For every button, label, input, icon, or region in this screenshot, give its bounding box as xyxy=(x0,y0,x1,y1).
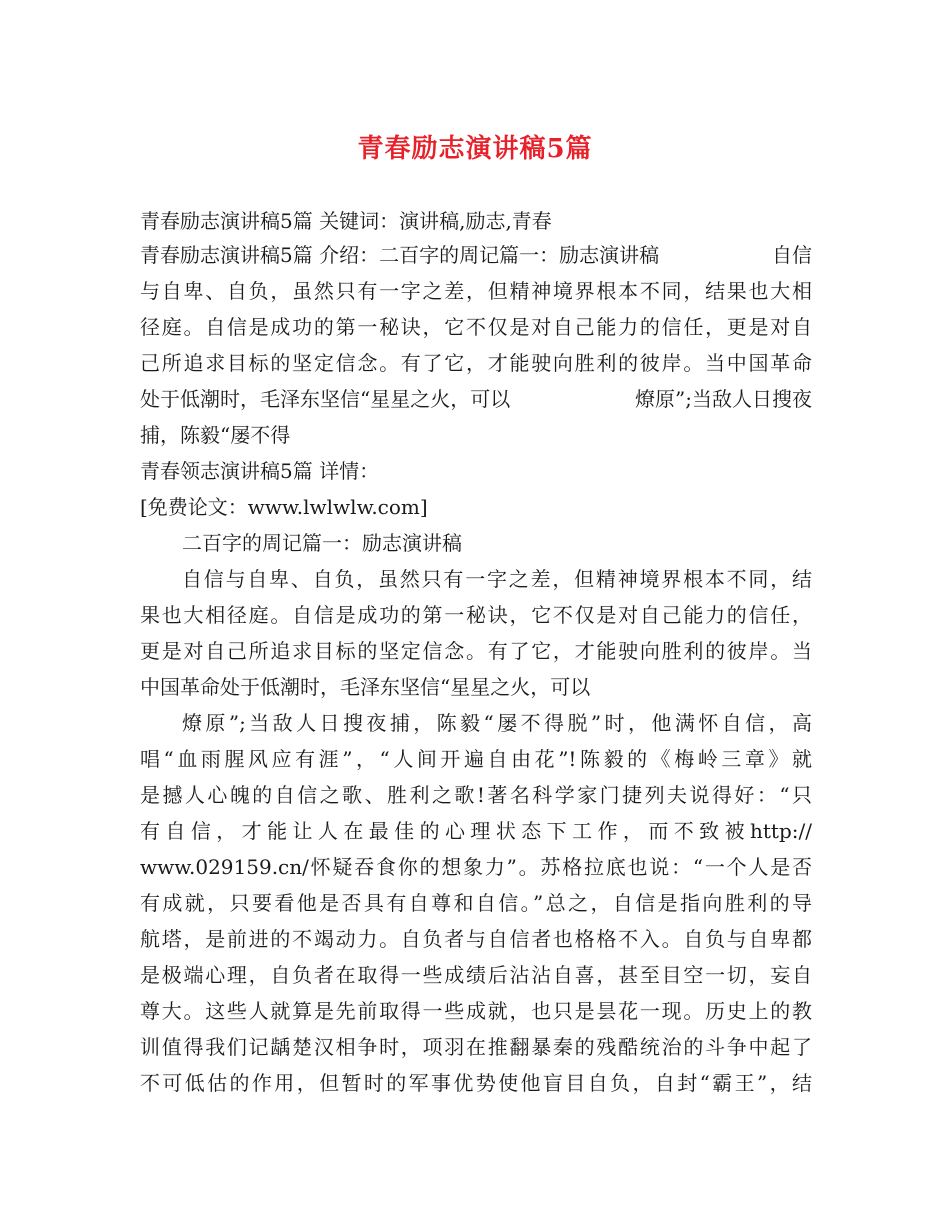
para2-line-1: 燎原”;当敌人日搜夜捕，陈毅“屡不得脱”时，他满怀自信，高 xyxy=(182,711,812,735)
intro-line-4: 己所追求目标的坚定信念。有了它，才能驶向胜利的彼岸。当中国革命 xyxy=(140,351,812,375)
para2-line-6: 有成就，只要看他是否具有自尊和自信。”总之，自信是指向胜利的导 xyxy=(140,891,812,915)
para2-line-8: 是极端心理，自负者在取得一些成绩后沾沾自喜，甚至目空一切，妄自 xyxy=(140,963,812,987)
intro-line-2: 与自卑、自负，虽然只有一字之差，但精神境界根本不同，结果也大相 xyxy=(140,279,812,303)
para2-line-3: 是撼人心魄的自信之歌、胜利之歌!著名科学家门捷列夫说得好：“只 xyxy=(140,783,812,807)
intro-line-6: 捕，陈毅“屡不得 xyxy=(140,423,291,447)
para1-line-1: 自信与自卑、自负，虽然只有一字之差，但精神境界根本不同，结 xyxy=(182,567,812,591)
para1-line-2: 果也大相径庭。自信是成功的第一秘诀，它不仅是对自己能力的信任， xyxy=(140,603,812,627)
intro-line-1-left: 青春励志演讲稿5篇 介绍：二百字的周记篇一：励志演讲稿 xyxy=(140,243,660,267)
para2-line-11: 不可低估的作用，但暂时的军事优势使他盲目自负，自封“霸王”，结 xyxy=(140,1071,812,1095)
intro-line-1-right: 自信 xyxy=(772,243,812,267)
keywords-line: 青春励志演讲稿5篇 关键词：演讲稿,励志,青春 xyxy=(140,209,552,233)
para2-line-4: 有自信，才能让人在最佳的心理状态下工作，而不致被http:// xyxy=(140,819,812,843)
para2-line-5: www.029159.cn/怀疑吞食你的想象力”。苏格拉底也说：“一个人是否 xyxy=(140,855,812,879)
source-line: [免费论文：www.lwlwlw.com] xyxy=(140,495,428,519)
intro-line-1 xyxy=(140,240,812,270)
section-heading: 二百字的周记篇一：励志演讲稿 xyxy=(182,531,462,555)
intro-line-5-left: 处于低潮时，毛泽东坚信“星星之火，可以 xyxy=(140,387,511,411)
intro-line-5-right: 燎原”;当敌人日搜夜 xyxy=(635,387,812,411)
para1-line-3: 更是对自己所追求目标的坚定信念。有了它，才能驶向胜利的彼岸。当 xyxy=(140,639,812,663)
details-line: 青春领志演讲稿5篇 详情： xyxy=(140,459,380,483)
para1-line-4: 中国革命处于低潮时，毛泽东坚信“星星之火，可以 xyxy=(140,675,591,699)
para2-line-7: 航塔，是前进的不竭动力。自负者与自信者也格格不入。自负与自卑都 xyxy=(140,927,812,951)
para2-line-2: 唱“血雨腥风应有涯”，“人间开遍自由花”!陈毅的《梅岭三章》就 xyxy=(140,747,812,771)
para2-line-9: 尊大。这些人就算是先前取得一些成就，也只是昙花一现。历史上的教 xyxy=(140,999,812,1023)
intro-line-5 xyxy=(140,384,812,414)
intro-line-3: 径庭。自信是成功的第一秘诀，它不仅是对自己能力的信任，更是对自 xyxy=(140,315,812,339)
para2-line-10: 训值得我们记龋楚汉相争时，项羽在推翻暴秦的残酷统治的斗争中起了 xyxy=(140,1035,812,1059)
document-title: 青春励志演讲稿5篇 xyxy=(357,134,593,164)
